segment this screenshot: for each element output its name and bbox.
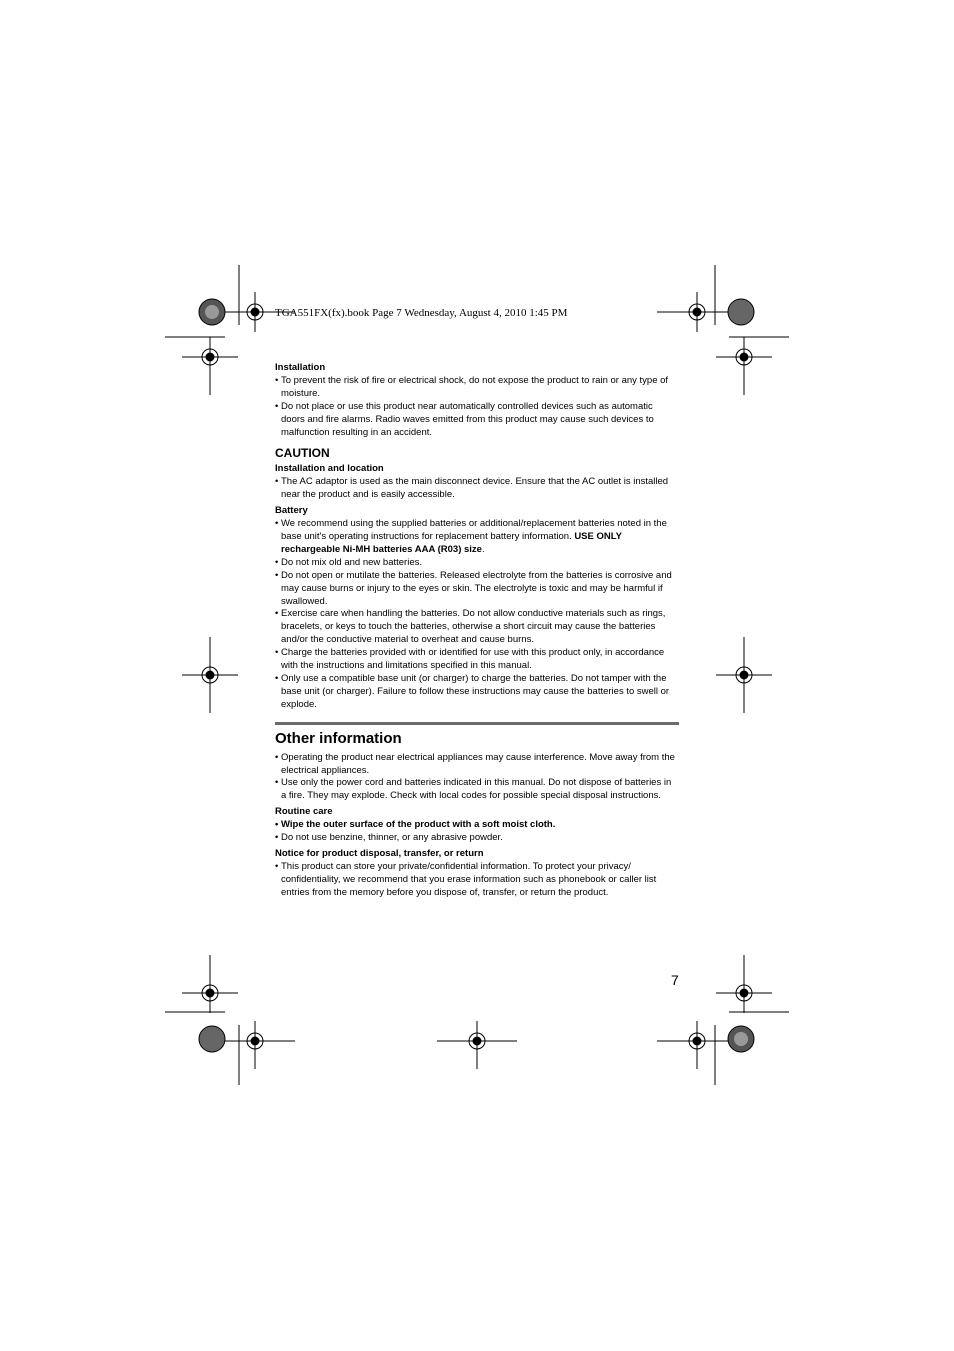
installation-location-list [275, 476, 679, 502]
installation-heading: Installation [275, 362, 326, 373]
page-content [275, 362, 679, 900]
other-information-title: Other information [275, 729, 402, 747]
disposal-list [275, 861, 679, 900]
battery-item-end: . [481, 543, 485, 555]
routine-care-heading: Routine care [275, 806, 333, 818]
disposal-heading: Notice for product disposal, transfer, or return [275, 848, 484, 859]
list-item: • Do not use benzine, thinner, or any abrasive powder. [275, 832, 679, 845]
battery-item-bold: USE ONLY rechargeable Ni-MH batteries AAA (R03) size [281, 530, 622, 555]
list-item: • Do not place or use this product near automatically controlled devices such as automatic doors and fire alarms. Radio waves emitted from this product may cause such devices to malfunction resulting in an accident. [275, 401, 679, 440]
list-item: • Do not mix old and new batteries. [275, 557, 679, 570]
book-header: TGA551FX(fx).book Page 7 Wednesday, August 4, 2010 1:45 PM [275, 307, 568, 319]
routine-care-list [275, 819, 679, 845]
list-item: • This product can store your private/confidential information. To protect your privacy/ confidentiality, we recommend that you erase information such as phonebook or caller list entries from the memory before you dispose of, transfer, or return the product. [275, 861, 679, 900]
battery-item-text: We recommend using the supplied batteries or additional/replacement batteries noted in the base unit's operating instructions for replacement battery information. [281, 518, 667, 542]
installation-location-heading: Installation and location [275, 463, 384, 475]
battery-list [275, 518, 679, 712]
list-item: • Exercise care when handling the batteries. Do not allow conductive materials such as rings, bracelets, or keys to touch the batteries, otherwise a short circuit may cause the batteries and/or the conductive material to overheat and cause burns. [275, 608, 679, 647]
list-item: • Only use a compatible base unit (or charger) to charge the batteries. Do not tamper with the base unit (or charger). Failure to follow these instructions may cause the batteries to swell or explode. [275, 673, 679, 712]
list-item: • Operating the product near electrical appliances may cause interference. Move away from the electrical appliances. [275, 752, 679, 778]
installation-list [275, 375, 679, 440]
list-item: • Use only the power cord and batteries indicated in this manual. Do not dispose of batteries in a fire. They may explode. Check with local codes for possible special disposal instructions. [275, 777, 679, 803]
list-item: • Wipe the outer surface of the product with a soft moist cloth. [275, 819, 679, 832]
section-divider [275, 722, 679, 725]
list-item [275, 518, 679, 557]
other-information-list [275, 752, 679, 804]
page-number: 7 [671, 972, 679, 988]
list-item: • To prevent the risk of fire or electrical shock, do not expose the product to rain or any type of moisture. [275, 375, 679, 401]
battery-heading: Battery [275, 505, 308, 517]
list-item: • The AC adaptor is used as the main disconnect device. Ensure that the AC outlet is installed near the product and is easily accessible. [275, 476, 679, 502]
list-item: • Charge the batteries provided with or identified for use with this product only, in accordance with the instructions and limitations specified in this manual. [275, 647, 679, 673]
list-item: • Do not open or mutilate the batteries. Released electrolyte from the batteries is corrosive and may cause burns or injury to the eyes or skin. The electrolyte is toxic and may be harmful if swallowed. [275, 570, 679, 609]
caution-heading: CAUTION [275, 446, 330, 461]
